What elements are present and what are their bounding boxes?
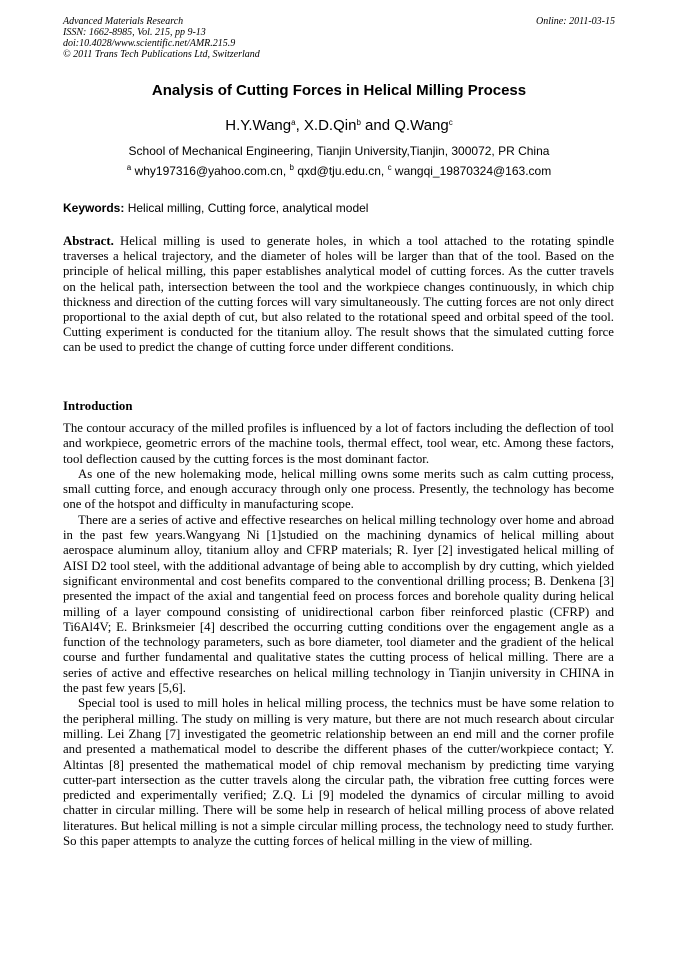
- author-name: X.D.Qin: [303, 117, 357, 134]
- email-address: qxd@tju.edu.cn,: [297, 164, 385, 178]
- paragraph: As one of the new holemaking mode, helical milling owns some merits such as calm cutting process, small cutting force, and enough accuracy through only one process. Presently, the technology has become one of the hotspot and difficulty in manufacturing scope.: [63, 466, 614, 512]
- paragraph: There are a series of active and effective researches on helical milling technology over home and abroad in the past few years.Wangyang Ni [1]studied on the machining dynamics of helical milling about aerospace aluminum alloy, titanium alloy and CFRP materials; R. Iyer [2] investigated helical milling of AISI D2 tool steel, with the additional advantage of being able to accomplish by dry cutting, which yielded significant environmental and cost benefits compared to the conventional drilling process; B. Denkena [3] presented the impact of the axial and tangential feed on process forces and borehole quality during helical milling of a layer compound consisting of unidirectional carbon fiber reinforced plastic (CFRP) and Ti6Al4V; E. Brinksmeier [4] described the occurring cutting conditions over the engagement angle as a function of the technology parameters, such as bore diameter, tool diameter and the gradient of the helical course and further fundamental and qualitative states the cutting process of helical milling. There are a series of active and effective researches on helical milling technology in Tianjin university in CHINA in the past few years [5,6].: [63, 512, 614, 696]
- abstract-label: Abstract.: [63, 234, 114, 248]
- email-address: wangqi_19870324@163.com: [394, 164, 552, 178]
- keywords-text: Helical milling, Cutting force, analytical model: [127, 201, 369, 215]
- paragraph: The contour accuracy of the milled profiles is influenced by a lot of factors including the deflection of tool and workpiece, geometric errors of the machine tools, thermal effect, tool wear, etc. Among these factors, tool deflection caused by the cutting forces is the most dominant factor.: [63, 421, 614, 466]
- paper-title: Analysis of Cutting Forces in Helical Milling Process: [151, 82, 527, 99]
- author-list: [0, 117, 678, 135]
- author-separator: ,: [295, 117, 304, 134]
- introduction-body: [63, 421, 614, 849]
- author-affiliation-mark: c: [448, 118, 453, 127]
- email-mark: b: [289, 163, 294, 172]
- author-affiliation-mark: b: [356, 118, 361, 127]
- section-heading-introduction: Introduction: [63, 399, 133, 413]
- online-date: Online: 2011-03-15: [536, 16, 615, 27]
- doi-line: doi:10.4028/www.scientific.net/AMR.215.9: [63, 38, 236, 49]
- keywords-line: [63, 201, 368, 215]
- journal-name: Advanced Materials Research: [63, 16, 184, 27]
- keywords-label: Keywords:: [63, 201, 125, 215]
- copyright-line: © 2011 Trans Tech Publications Ltd, Switzerland: [63, 49, 260, 60]
- abstract-text: Helical milling is used to generate holes, in which a tool attached to the rotating spindle traverses a helical trajectory, and the diameter of holes will be larger than that of the tool. Based on the principle of helical milling, this paper establishes analytical model of cutting forces. As the cutter travels on the helical path, intersection between the tool and the workpiece changes continuously, in which chip thickness and direction of the cutting forces will vary simultaneously. The cutting forces are not only direct proportional to the axial depth of cut, but also related to the rotational speed and orbital speed of the tool. Cutting experiment is conducted for the titanium alloy. The result shows that the simulated cutting force can be used to predict the change of cutting force under different conditions.: [63, 234, 614, 355]
- author-name: Q.Wang: [394, 117, 449, 134]
- email-mark: a: [126, 163, 132, 172]
- author-affiliation-mark: a: [291, 118, 296, 127]
- email-mark: c: [387, 163, 392, 172]
- author-name: H.Y.Wang: [225, 117, 292, 134]
- paragraph: Special tool is used to mill holes in helical milling process, the technics must be have some relation to the peripheral milling. The study on milling is very mature, but there are not much research about circular milling. Lei Zhang [7] investigated the geometric relationship between an end mill and the corner profile and presented a mathematical model to describe the different phases of the cutter/workpiece contact; Y. Altintas [8] presented the mathematical model of chip removal mechanism by predicting time varying cutter-part intersection as the cutter travels along the circular path, the vibration free cutting forces were predicted and experimentally verified; Z.Q. Li [9] modeled the dynamics of circular milling to avoid chatter in circular milling. There will be some help in research of helical milling process of above related literatures. But helical milling is not a simple circular milling process, the technology need to study further. So this paper attempts to analyze the cutting forces of helical milling in the view of milling.: [63, 696, 614, 849]
- author-separator: and: [360, 117, 395, 134]
- email-address: why197316@yahoo.com.cn,: [134, 164, 287, 178]
- publication-header: [63, 16, 260, 60]
- abstract: [63, 234, 614, 356]
- affiliation: School of Mechanical Engineering, Tianjin University,Tianjin, 300072, PR China: [128, 144, 550, 158]
- issn-line: ISSN: 1662-8985, Vol. 215, pp 9-13: [63, 27, 206, 38]
- email-list: [0, 164, 678, 178]
